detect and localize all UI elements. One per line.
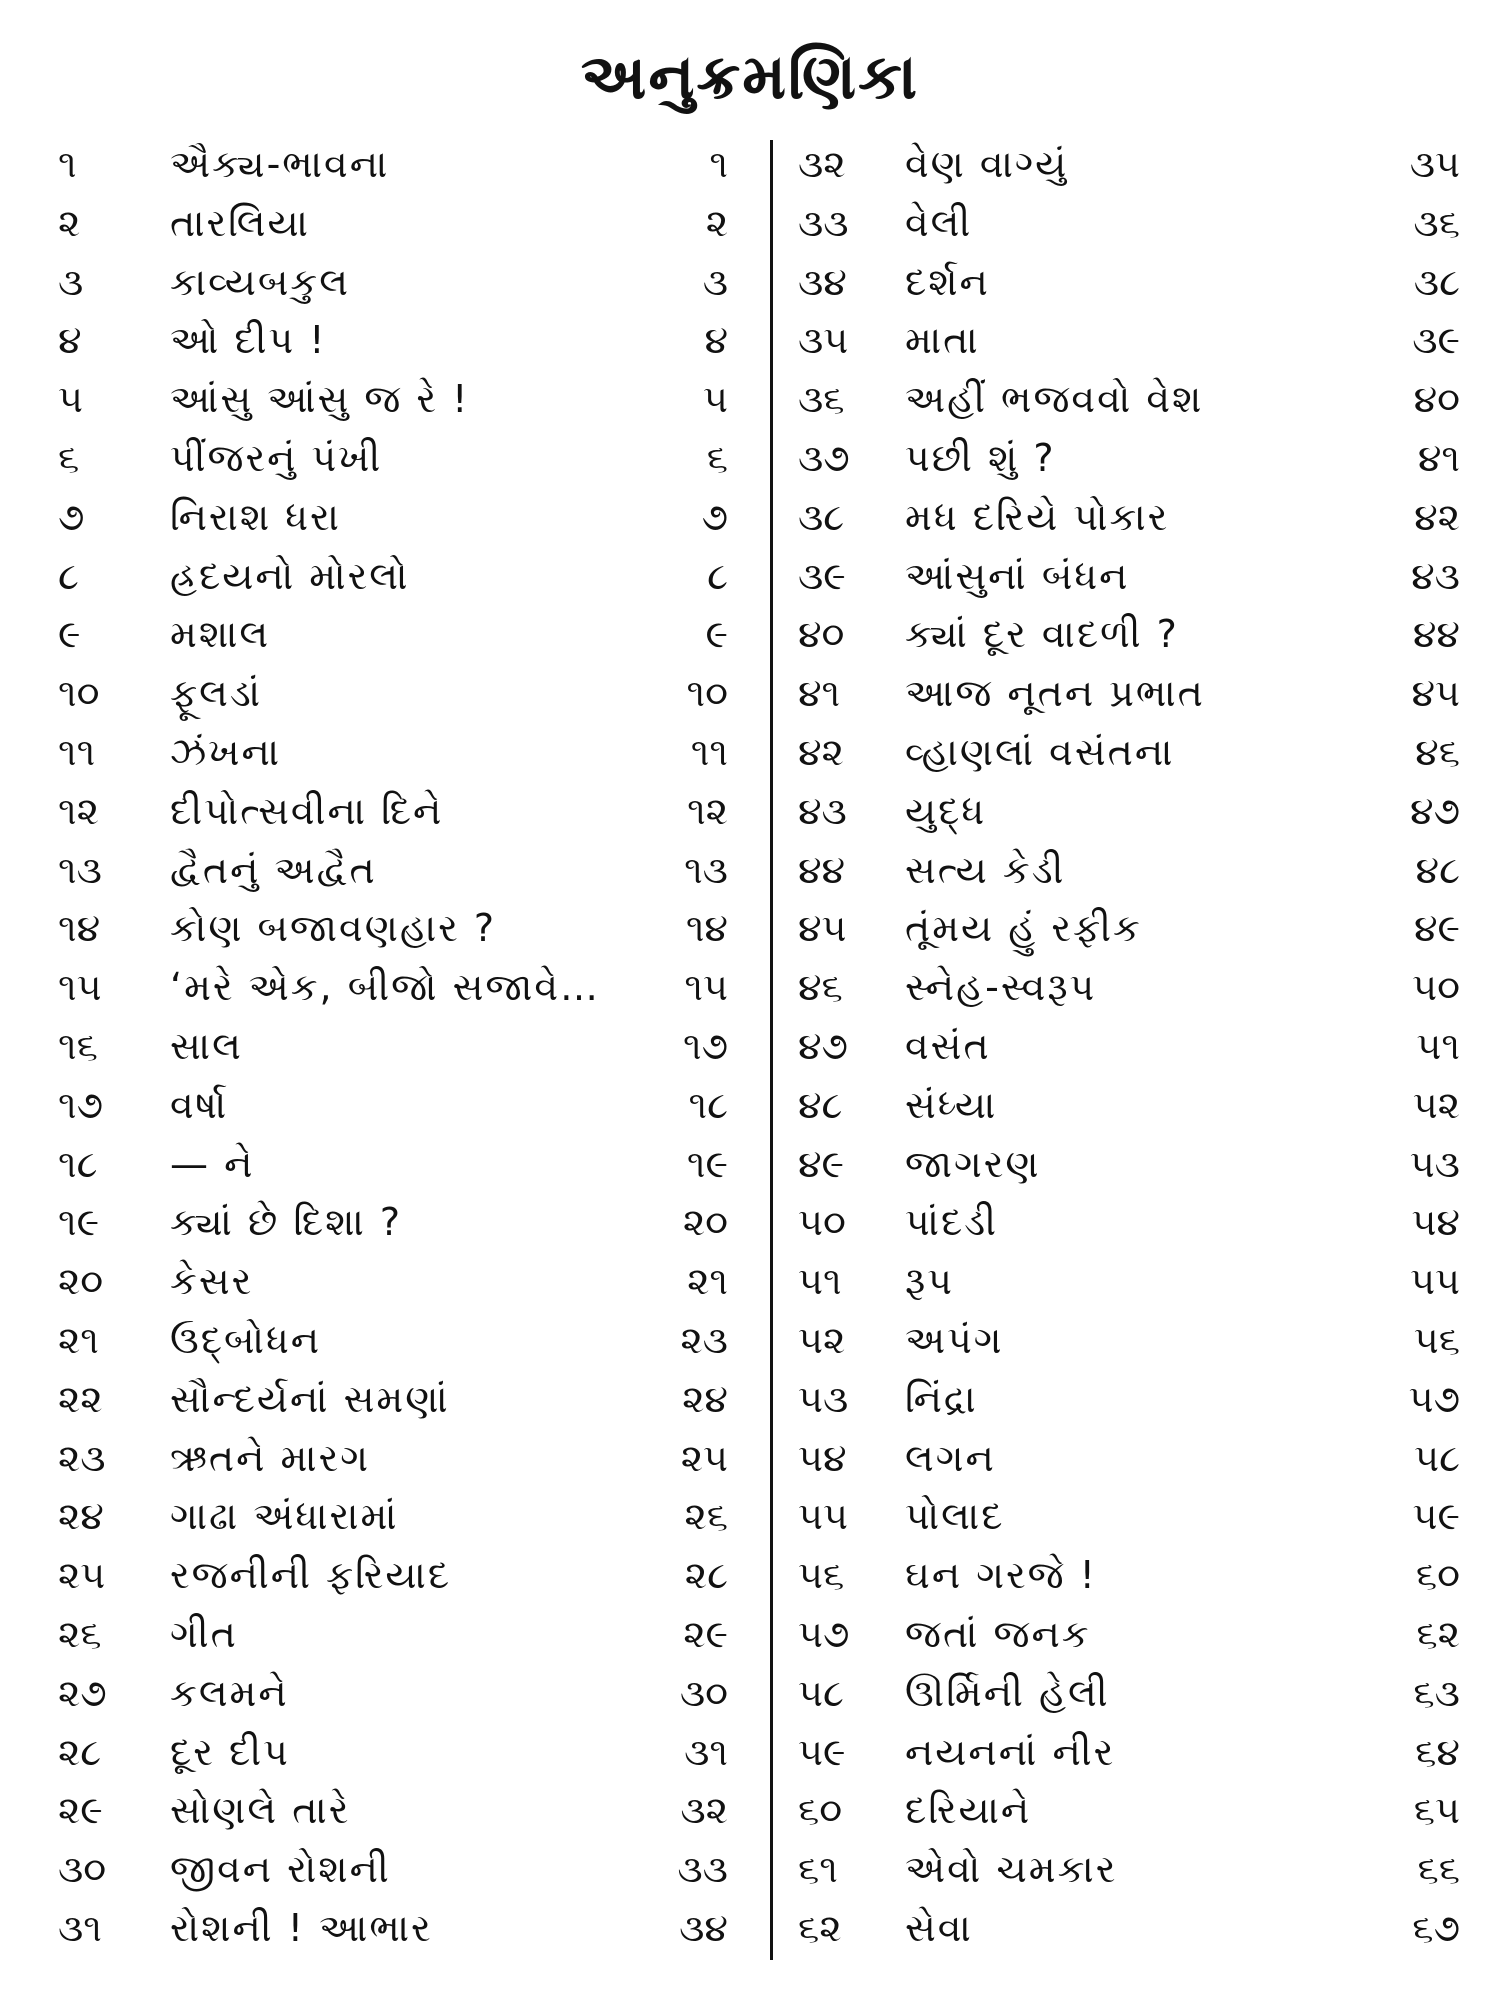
entry-page-number: ૨૫ bbox=[680, 1435, 728, 1480]
entry-number: ૪૫ bbox=[798, 906, 847, 951]
entry-number: ૧૪ bbox=[58, 906, 101, 951]
entry-number: ૪૦ bbox=[798, 612, 845, 657]
entry-number: ૩૪ bbox=[798, 259, 847, 304]
entry-page-number: ૪૨ bbox=[1414, 494, 1460, 539]
entry-number: ૫૨ bbox=[798, 1317, 846, 1362]
entry-number: ૧૭ bbox=[58, 1082, 104, 1127]
entry-page-number: ૪૦ bbox=[1413, 377, 1460, 422]
entry-page-number: ૨૦ bbox=[682, 1200, 728, 1245]
entry-title: લગન bbox=[905, 1435, 996, 1480]
entry-page-number: ૫૫ bbox=[1410, 1259, 1460, 1304]
index-entry bbox=[50, 1899, 740, 1958]
entry-page-number: ૮ bbox=[707, 553, 728, 598]
entry-page-number: ૨૬ bbox=[684, 1494, 728, 1539]
entry-title: નિરાશ ધરા bbox=[170, 494, 341, 539]
entry-page-number: ૬૦ bbox=[1415, 1553, 1460, 1598]
index-entry bbox=[790, 664, 1460, 723]
index-entry bbox=[790, 1723, 1460, 1782]
entry-number: ૧ bbox=[58, 142, 77, 186]
entry-title: ફૂલડાં bbox=[170, 671, 263, 716]
entry-title: વસંત bbox=[905, 1023, 991, 1068]
entry-number: ૪૨ bbox=[798, 729, 844, 774]
entry-number: ૧૦ bbox=[58, 671, 100, 716]
entry-title: પોલાદ bbox=[905, 1494, 1005, 1539]
entry-number: ૭ bbox=[58, 494, 85, 539]
entry-title: દરિયાને bbox=[905, 1788, 1032, 1833]
entry-title: પાંદડી bbox=[905, 1200, 998, 1245]
entry-title: વર્ષા bbox=[170, 1082, 229, 1127]
entry-number: ૨૦ bbox=[58, 1259, 104, 1304]
entry-title: કોણ બજાવણહાર ? bbox=[170, 906, 497, 951]
index-entry bbox=[50, 1840, 740, 1899]
entry-page-number: ૪૫ bbox=[1411, 671, 1460, 716]
index-entry bbox=[790, 1546, 1460, 1605]
entry-number: ૧૧ bbox=[58, 729, 96, 774]
page-title: અનુક્રમણિકા bbox=[580, 40, 920, 113]
entry-page-number: ૩૮ bbox=[1413, 259, 1460, 304]
entry-number: ૨૩ bbox=[58, 1435, 106, 1480]
entry-number: ૫ bbox=[58, 377, 83, 422]
index-entry bbox=[790, 958, 1460, 1017]
entry-page-number: ૧૮ bbox=[688, 1082, 728, 1127]
entry-page-number: ૬૪ bbox=[1415, 1729, 1460, 1774]
entry-page-number: ૬૬ bbox=[1417, 1847, 1460, 1892]
entry-title: યુદ્ધ bbox=[905, 788, 987, 833]
index-entry bbox=[790, 1135, 1460, 1194]
entry-title: ઝંખના bbox=[170, 729, 282, 774]
entry-number: ૪૧ bbox=[798, 671, 841, 716]
entry-number: ૧૨ bbox=[58, 788, 99, 833]
entry-number: ૩૮ bbox=[798, 494, 845, 539]
entry-title: સ્નેહ-સ્વરૂપ bbox=[905, 965, 1097, 1010]
index-entry bbox=[790, 488, 1460, 547]
entry-page-number: ૬૭ bbox=[1412, 1905, 1460, 1950]
entry-title: ઓ દીપ ! bbox=[170, 318, 327, 363]
index-entry bbox=[50, 723, 740, 782]
entry-page-number: ૫ bbox=[703, 377, 728, 422]
index-entry bbox=[790, 1252, 1460, 1311]
entry-title: પીંજરનું પંખી bbox=[170, 435, 383, 480]
index-column-right bbox=[790, 135, 1460, 1958]
entry-number: ૯ bbox=[58, 612, 81, 657]
entry-page-number: ૬૨ bbox=[1416, 1611, 1460, 1656]
index-entry bbox=[790, 135, 1460, 194]
entry-number: ૨૬ bbox=[58, 1611, 102, 1656]
index-entry bbox=[50, 1429, 740, 1488]
index-entry bbox=[790, 782, 1460, 841]
entry-page-number: ૧૧ bbox=[690, 729, 728, 774]
entry-title: નિંદ્રા bbox=[905, 1376, 978, 1421]
index-entry bbox=[50, 1017, 740, 1076]
entry-page-number: ૫૦ bbox=[1412, 965, 1460, 1010]
entry-number: ૩૦ bbox=[58, 1847, 107, 1892]
entry-number: ૩ bbox=[58, 259, 84, 304]
entry-page-number: ૨૧ bbox=[687, 1259, 728, 1304]
entry-title: મશાલ bbox=[170, 612, 271, 657]
entry-number: ૫૩ bbox=[798, 1376, 849, 1421]
entry-title: દર્શન bbox=[905, 259, 990, 304]
index-entry bbox=[50, 135, 740, 194]
entry-title: સાલ bbox=[170, 1023, 243, 1068]
index-entry bbox=[50, 488, 740, 547]
entry-page-number: ૧ bbox=[709, 142, 728, 186]
index-entry bbox=[50, 1546, 740, 1605]
index-entry bbox=[50, 1076, 740, 1135]
entry-page-number: ૫૧ bbox=[1416, 1023, 1460, 1068]
index-entry bbox=[50, 1664, 740, 1723]
entry-number: ૨૫ bbox=[58, 1553, 106, 1598]
entry-title: — ને bbox=[170, 1141, 255, 1186]
entry-number: ૩૯ bbox=[798, 553, 846, 598]
entry-title: જાગરણ bbox=[905, 1141, 1041, 1186]
entry-title: સૌન્દર્યનાં સમણાં bbox=[170, 1376, 450, 1421]
entry-number: ૧૫ bbox=[58, 965, 102, 1010]
index-entry bbox=[790, 1605, 1460, 1664]
entry-page-number: ૫૨ bbox=[1412, 1082, 1460, 1127]
index-entry bbox=[790, 1370, 1460, 1429]
index-entry bbox=[50, 1487, 740, 1546]
entry-number: ૨૭ bbox=[58, 1670, 107, 1715]
entry-number: ૨૨ bbox=[58, 1376, 103, 1421]
entry-page-number: ૧૯ bbox=[686, 1141, 728, 1186]
index-entry bbox=[50, 1370, 740, 1429]
entry-page-number: ૩૪ bbox=[679, 1905, 728, 1950]
entry-title: દૂર દીપ bbox=[170, 1729, 290, 1774]
entry-title: તારલિયા bbox=[170, 200, 310, 245]
entry-title: ‘મરે એક, બીજો સજાવે… bbox=[170, 965, 601, 1010]
entry-number: ૩૩ bbox=[798, 200, 849, 245]
index-entry bbox=[790, 899, 1460, 958]
entry-page-number: ૩૦ bbox=[679, 1670, 728, 1715]
entry-title: ઊર્મિની હેલી bbox=[905, 1670, 1110, 1715]
index-entry bbox=[790, 1487, 1460, 1546]
index-entry bbox=[50, 782, 740, 841]
entry-number: ૧૩ bbox=[58, 847, 102, 892]
entry-number: ૨૯ bbox=[58, 1788, 103, 1833]
index-entry bbox=[50, 1311, 740, 1370]
index-entry bbox=[790, 1311, 1460, 1370]
entry-page-number: ૪૮ bbox=[1415, 847, 1460, 892]
index-entry bbox=[50, 664, 740, 723]
entry-number: ૫૧ bbox=[798, 1259, 842, 1304]
entry-page-number: ૬૫ bbox=[1413, 1788, 1460, 1833]
entry-page-number: ૧૪ bbox=[685, 906, 728, 951]
entry-title: તૂંમય હું રફીક bbox=[905, 906, 1142, 951]
entry-page-number: ૫૬ bbox=[1413, 1317, 1460, 1362]
entry-number: ૧૮ bbox=[58, 1141, 98, 1186]
index-entry bbox=[790, 1899, 1460, 1958]
index-entry bbox=[790, 194, 1460, 253]
entry-page-number: ૫૩ bbox=[1409, 1141, 1460, 1186]
entry-number: ૮ bbox=[58, 553, 79, 598]
entry-number: ૬ bbox=[58, 435, 80, 480]
column-divider bbox=[770, 140, 773, 1960]
entry-title: ઐક્ય-ભાવના bbox=[170, 142, 390, 186]
entry-title: સેવા bbox=[905, 1905, 973, 1950]
entry-number: ૬૦ bbox=[798, 1788, 843, 1833]
entry-title: નયનનાં નીર bbox=[905, 1729, 1116, 1774]
index-entry bbox=[50, 1252, 740, 1311]
index-entry bbox=[790, 723, 1460, 782]
entry-page-number: ૪૯ bbox=[1413, 906, 1460, 951]
entry-title: રૂપ bbox=[905, 1259, 954, 1304]
entry-page-number: ૨ bbox=[705, 200, 728, 245]
entry-page-number: ૩૩ bbox=[677, 1847, 728, 1892]
entry-title: મધ દરિયે પોકાર bbox=[905, 494, 1170, 539]
entry-page-number: ૫૯ bbox=[1412, 1494, 1460, 1539]
entry-number: ૪ bbox=[58, 318, 82, 363]
index-entry bbox=[790, 1076, 1460, 1135]
index-entry bbox=[790, 253, 1460, 312]
index-entry bbox=[790, 1429, 1460, 1488]
entry-page-number: ૩૬ bbox=[1413, 200, 1460, 245]
entry-page-number: ૩૫ bbox=[1409, 142, 1460, 186]
entry-number: ૫૦ bbox=[798, 1200, 846, 1245]
entry-page-number: ૫૪ bbox=[1411, 1200, 1460, 1245]
entry-title: સંધ્યા bbox=[905, 1082, 998, 1127]
index-entry bbox=[50, 1193, 740, 1252]
index-entry bbox=[50, 958, 740, 1017]
entry-number: ૩૭ bbox=[798, 435, 850, 480]
entry-title: માતા bbox=[905, 318, 980, 363]
entry-page-number: ૯ bbox=[705, 612, 728, 657]
entry-page-number: ૨૯ bbox=[683, 1611, 728, 1656]
entry-number: ૪૮ bbox=[798, 1082, 843, 1127]
entry-number: ૪૭ bbox=[798, 1023, 848, 1068]
entry-page-number: ૪૭ bbox=[1410, 788, 1460, 833]
entry-number: ૩૫ bbox=[798, 318, 849, 363]
entry-page-number: ૩૨ bbox=[680, 1788, 728, 1833]
index-entry bbox=[790, 547, 1460, 606]
index-entry bbox=[790, 1193, 1460, 1252]
entry-title: આંસુનાં બંધન bbox=[905, 553, 1130, 598]
index-entry bbox=[50, 370, 740, 429]
index-entry bbox=[790, 841, 1460, 900]
entry-page-number: ૫૮ bbox=[1414, 1435, 1460, 1480]
index-entry bbox=[790, 1017, 1460, 1076]
entry-number: ૨૮ bbox=[58, 1729, 102, 1774]
index-entry bbox=[50, 547, 740, 606]
index-entry bbox=[790, 311, 1460, 370]
entry-number: ૪૯ bbox=[798, 1141, 845, 1186]
index-entry bbox=[50, 899, 740, 958]
entry-title: દીપોત્સવીના દિને bbox=[170, 788, 444, 833]
entry-page-number: ૧૨ bbox=[687, 788, 728, 833]
index-entry bbox=[50, 429, 740, 488]
entry-title: એવો ચમકાર bbox=[905, 1847, 1118, 1892]
index-entry bbox=[790, 370, 1460, 429]
entry-number: ૨૪ bbox=[58, 1494, 104, 1539]
entry-page-number: ૩૯ bbox=[1412, 318, 1460, 363]
entry-title: પછી શું ? bbox=[905, 435, 1056, 480]
entry-number: ૧૯ bbox=[58, 1200, 100, 1245]
entry-number: ૫૮ bbox=[798, 1670, 844, 1715]
entry-number: ૪૬ bbox=[798, 965, 843, 1010]
index-entry bbox=[790, 605, 1460, 664]
entry-number: ૬૧ bbox=[798, 1847, 838, 1892]
entry-number: ૫૫ bbox=[798, 1494, 848, 1539]
entry-title: સત્ય કેડી bbox=[905, 847, 1066, 892]
entry-number: ૬૨ bbox=[798, 1905, 842, 1950]
entry-title: આજ નૂતન પ્રભાત bbox=[905, 671, 1205, 716]
entry-title: જીવન રોશની bbox=[170, 1847, 391, 1892]
entry-page-number: ૨૪ bbox=[682, 1376, 728, 1421]
entry-number: ૩૧ bbox=[58, 1905, 102, 1950]
index-entry bbox=[50, 1135, 740, 1194]
index-entry bbox=[50, 1723, 740, 1782]
entry-title: ઉદ્‌બોધન bbox=[170, 1317, 322, 1362]
entry-number: ૧૬ bbox=[58, 1023, 98, 1068]
entry-page-number: ૧૦ bbox=[686, 671, 728, 716]
entry-title: ગીત bbox=[170, 1611, 238, 1656]
index-column-left bbox=[50, 135, 740, 1958]
entry-page-number: ૪ bbox=[704, 318, 728, 363]
entry-title: અહીં ભજવવો વેશ bbox=[905, 377, 1204, 422]
entry-number: ૫૭ bbox=[798, 1611, 850, 1656]
entry-page-number: ૨૩ bbox=[680, 1317, 728, 1362]
entry-number: ૫૪ bbox=[798, 1435, 847, 1480]
entry-title: કેસર bbox=[170, 1259, 254, 1304]
index-entry bbox=[50, 1781, 740, 1840]
index-entry bbox=[50, 841, 740, 900]
entry-number: ૨ bbox=[58, 200, 81, 245]
entry-number: ૩૬ bbox=[798, 377, 845, 422]
entry-title: કલમને bbox=[170, 1670, 289, 1715]
entry-number: ૫૯ bbox=[798, 1729, 846, 1774]
entry-title: કાવ્યબકુલ bbox=[170, 259, 350, 304]
entry-page-number: ૧૭ bbox=[682, 1023, 728, 1068]
entry-title: રોશની ! આભાર bbox=[170, 1905, 433, 1950]
index-entry bbox=[50, 194, 740, 253]
entry-title: ક્યાં દૂર વાદળી ? bbox=[905, 612, 1179, 657]
entry-page-number: ૬૩ bbox=[1413, 1670, 1460, 1715]
entry-page-number: ૧૩ bbox=[684, 847, 728, 892]
index-entry bbox=[50, 311, 740, 370]
entry-title: અપંગ bbox=[905, 1317, 1004, 1362]
index-entry bbox=[790, 1781, 1460, 1840]
entry-page-number: ૬ bbox=[706, 435, 728, 480]
index-entry bbox=[50, 1605, 740, 1664]
entry-title: વેલી bbox=[905, 200, 973, 245]
entry-page-number: ૪૬ bbox=[1415, 729, 1460, 774]
index-entry bbox=[50, 253, 740, 312]
entry-number: ૨૧ bbox=[58, 1317, 99, 1362]
entry-title: દ્વૈતનું અદ્વૈત bbox=[170, 847, 377, 892]
entry-title: આંસુ આંસુ જ રે ! bbox=[170, 377, 470, 422]
entry-page-number: ૩ bbox=[702, 259, 728, 304]
entry-page-number: ૫૭ bbox=[1408, 1376, 1460, 1421]
entry-page-number: ૧૫ bbox=[684, 965, 728, 1010]
entry-number: ૩૨ bbox=[798, 142, 846, 186]
entry-page-number: ૪૧ bbox=[1417, 435, 1460, 480]
entry-title: ગાઢા અંધારામાં bbox=[170, 1494, 399, 1539]
entry-title: વ્હાણલાં વસંતના bbox=[905, 729, 1175, 774]
index-entry bbox=[50, 605, 740, 664]
entry-number: ૪૩ bbox=[798, 788, 847, 833]
entry-title: ઋતને મારગ bbox=[170, 1435, 371, 1480]
entry-page-number: ૨૮ bbox=[684, 1553, 728, 1598]
entry-page-number: ૩૧ bbox=[684, 1729, 728, 1774]
index-entry bbox=[790, 1840, 1460, 1899]
entry-page-number: ૪૩ bbox=[1411, 553, 1460, 598]
entry-page-number: ૪૪ bbox=[1412, 612, 1460, 657]
entry-number: ૪૪ bbox=[798, 847, 846, 892]
index-entry bbox=[790, 1664, 1460, 1723]
entry-title: જતાં જનક bbox=[905, 1611, 1091, 1656]
entry-title: ઘન ગરજે ! bbox=[905, 1553, 1097, 1598]
entry-page-number: ૭ bbox=[701, 494, 728, 539]
index-entry bbox=[790, 429, 1460, 488]
entry-title: ક્યાં છે દિશા ? bbox=[170, 1200, 403, 1245]
entry-number: ૫૬ bbox=[798, 1553, 845, 1598]
entry-title: વેણ વાગ્યું bbox=[905, 142, 1069, 186]
entry-title: સોણલે તારે bbox=[170, 1788, 351, 1833]
entry-title: રજનીની ફરિયાદ bbox=[170, 1553, 452, 1598]
entry-title: હ્રદયનો મોરલો bbox=[170, 553, 410, 598]
